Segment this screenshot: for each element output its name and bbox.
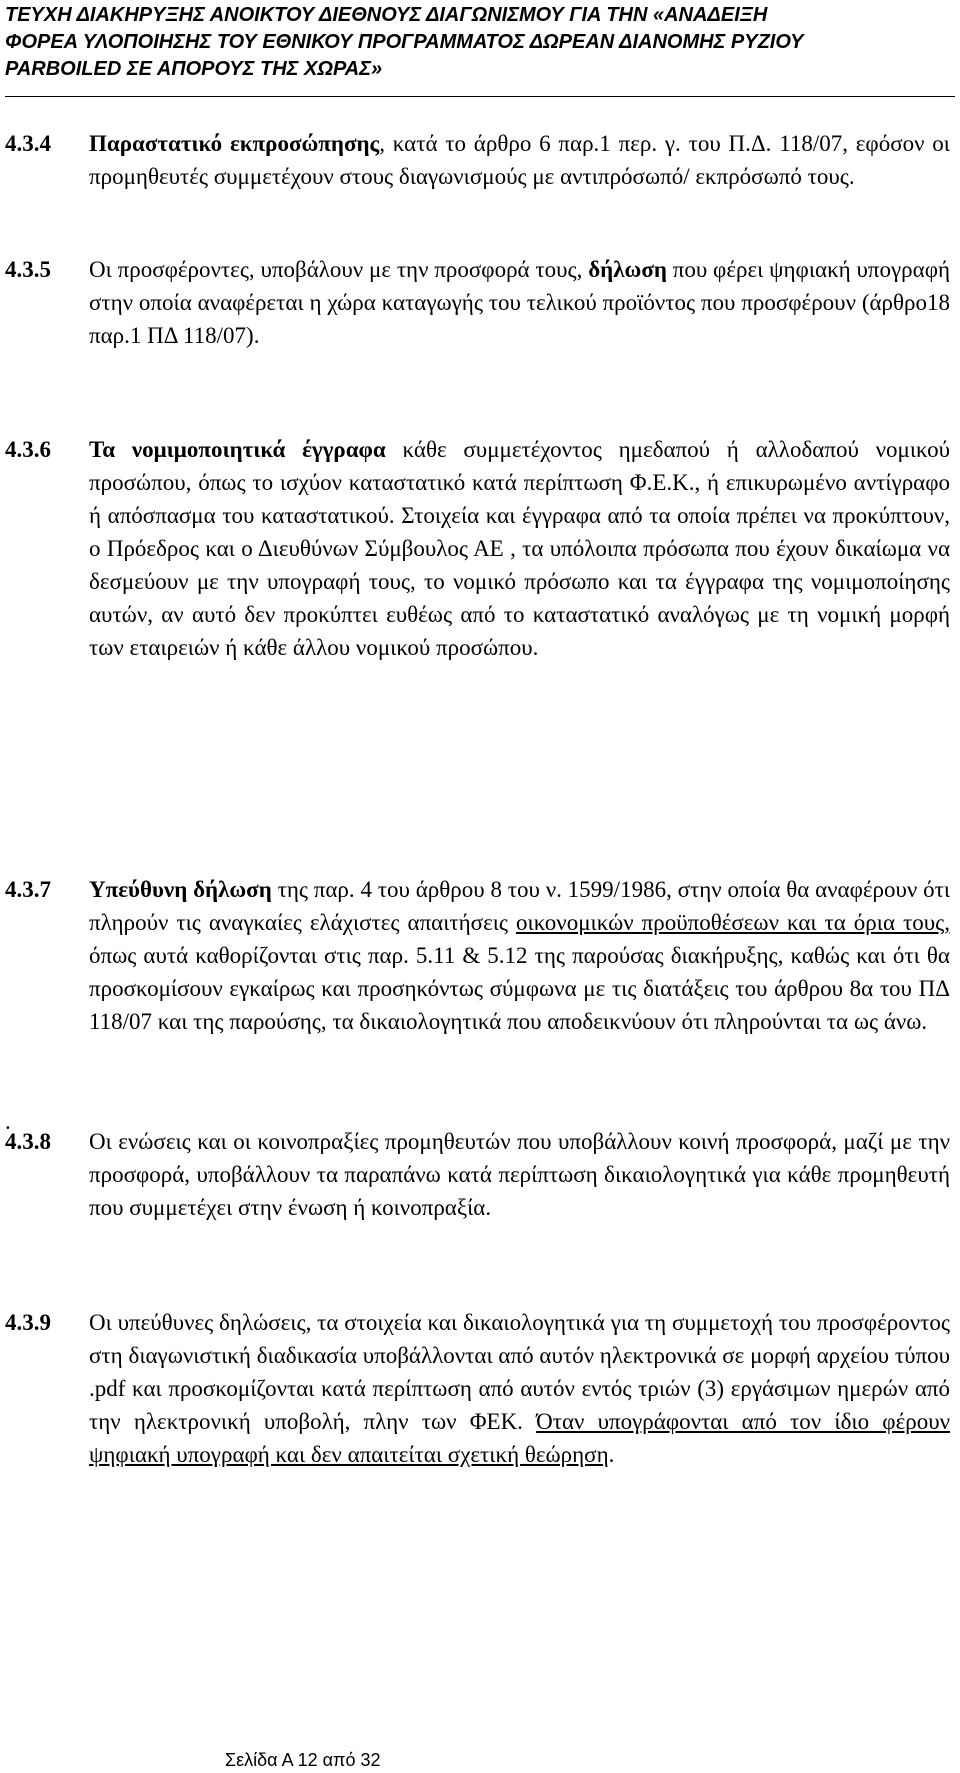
section-number: 4.3.4 (5, 131, 51, 156)
document-header (5, 2, 955, 83)
section-text (89, 433, 950, 664)
section-number: 4.3.9 (5, 1310, 51, 1335)
section-body: Οι υπεύθυνες δηλώσεις, τα στοιχεία και δικαιολογητικά για τη συμμετοχή του προσφέροντος στη διαγωνιστική διαδικασία υποβάλλονται από αυτόν ηλεκτρονικά σε μορφή αρχείου τύπου .pdf και προσκομίζονται κατά περίπτωση από αυτόν εντός τριών (3) εργάσιμων ημερών από την ηλεκτρονική υποβολή, πλην των ΦΕΚ. (89, 1310, 950, 1434)
page-number-footer: Σελίδα Α 12 από 32 (225, 1750, 381, 1770)
section-text (89, 253, 950, 352)
section-4-3-6 (5, 433, 950, 664)
section-number: 4.3.6 (5, 437, 51, 462)
section-4-3-9 (5, 1306, 950, 1471)
header-line-2: ΦΟΡΕΑ ΥΛΟΠΟΙΗΣΗΣ ΤΟΥ ΕΘΝΙΚΟΥ ΠΡΟΓΡΑΜΜΑΤΟΣ ΔΩΡΕΑΝ ΔΙΑΝΟΜΗΣ ΡΥΖΙΟΥ (5, 31, 804, 53)
underlined-phrase: οικονομικών προϋποθέσεων και τα όρια τους, (516, 910, 950, 935)
section-body: κάθε συμμετέχοντος ημεδαπού ή αλλοδαπού νομικού προσώπου, όπως το ισχύον καταστατικό κατά περίπτωση Φ.Ε.Κ., ή επικυρωμένο αντίγραφο ή απόσπασμα του καταστατικού. Στοιχεία και έγγραφα από τα οποία πρέπει να προκύπτουν, ο Πρόεδρος και ο Διευθύνων Σύμβουλος ΑΕ , τα υπόλοιπα πρόσωπα που έχουν δικαίωμα να δεσμεύουν με την υπογραφή τους, το νομικό πρόσωπο και τα έγγραφα της νομιμοποίησης αυτών, αν αυτό δεν προκύπτει ευθέως από το καταστατικό αναλόγως με τη νομική μορφή των εταιρειών ή κάθε άλλου νομικού προσώπου. (89, 437, 950, 660)
section-4-3-7 (5, 873, 950, 1038)
section-4-3-8 (5, 1125, 950, 1224)
section-text: Οι ενώσεις και οι κοινοπραξίες προμηθευτών που υποβάλλουν κοινή προσφορά, μαζί με την προσφορά, υποβάλλουν τα παραπάνω κατά περίπτωση δικαιολογητικά για κάθε προμηθευτή που συμμετέχει στην ένωση ή κοινοπραξία. (89, 1129, 950, 1220)
section-4-3-5 (5, 253, 950, 352)
header-line-1: ΤΕΥΧΗ ΔΙΑΚΗΡΥΞΗΣ ΑΝΟΙΚΤΟΥ ΔΙΕΘΝΟΥΣ ΔΙΑΓΩΝΙΣΜΟΥ ΓΙΑ ΤΗΝ «ΑΝΑΔΕΙΞΗ (5, 4, 768, 26)
section-body-start: Οι προσφέροντες, υποβάλουν με την προσφορά τους, (89, 257, 589, 282)
section-body: της παρ. 4 του άρθρου 8 του ν. 1599/1986, στην οποία θα αναφέρουν ότι πληρούν τις αναγκαίες ελάχιστες απαιτήσεις (89, 877, 951, 935)
section-number: 4.3.8 (5, 1129, 51, 1154)
section-body-end: όπως αυτά καθορίζονται στις παρ. 5.11 & 5.12 της παρούσας διακήρυξης, καθώς και ότι θα προσκομίσουν εγκαίρως και προσηκόντως σύμφωνα με τις διατάξεις του άρθρου 8α του ΠΔ 118/07 και της παρούσης, τα δικαιολογητικά που αποδεικνύουν ότι πληρούνται τα ως άνω. (89, 943, 950, 1034)
header-divider (5, 96, 955, 97)
section-text (89, 127, 950, 193)
section-bold-term: δήλωση (588, 257, 667, 282)
section-body: , κατά το άρθρο 6 παρ.1 περ. γ. του Π.Δ. 118/07, εφόσον οι προμηθευτές συμμετέχουν στους διαγωνισμούς με αντιπρόσωπό/ εκπρόσωπό τους. (89, 131, 950, 189)
section-4-3-4 (5, 127, 950, 193)
section-number: 4.3.5 (5, 257, 51, 282)
section-bold-term: Υπεύθυνη δήλωση (89, 877, 272, 902)
stray-dot: . (5, 1109, 11, 1134)
underlined-phrase: Όταν υπογράφονται από τον ίδιο φέρουν ψηφιακή υπογραφή και δεν απαιτείται σχετική θεώρηση (89, 1409, 950, 1467)
section-text (89, 873, 950, 1038)
section-body-end: . (608, 1442, 615, 1467)
section-number: 4.3.7 (5, 877, 51, 902)
section-bold-term: Παραστατικό εκπροσώπησης (89, 131, 380, 156)
header-line-3: PARBOILED ΣΕ ΑΠΟΡΟΥΣ ΤΗΣ ΧΩΡΑΣ» (5, 58, 383, 80)
section-body: που φέρει ψηφιακή υπογραφή στην οποία αναφέρεται η χώρα καταγωγής του τελικού προϊόντος που προσφέρουν (άρθρο18 παρ.1 ΠΔ 118/07). (89, 257, 951, 348)
section-bold-term: Τα νομιμοποιητικά έγγραφα (89, 437, 386, 462)
section-text (89, 1306, 950, 1471)
